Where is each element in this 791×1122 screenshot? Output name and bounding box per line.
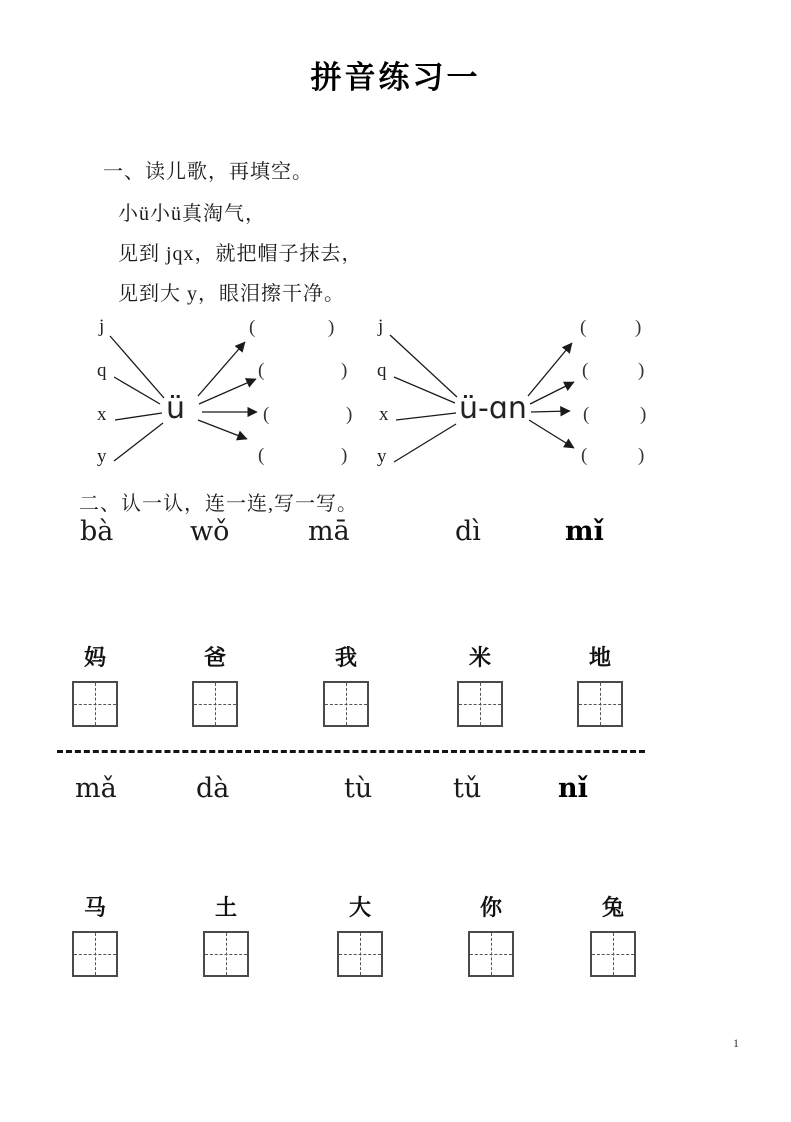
poem-line: 见到大 y，眼泪擦干净。 xyxy=(118,283,345,305)
hanzi-label: 马 xyxy=(83,895,106,920)
answer-blank-open: ( xyxy=(581,445,588,466)
page-title: 拼音练习一 xyxy=(310,60,481,95)
answer-blank-close: ) xyxy=(341,360,348,381)
pinyin-item: bà xyxy=(80,516,114,547)
hanzi-cell xyxy=(457,645,503,671)
answer-blank-open: ( xyxy=(258,445,265,466)
answer-blank-open: ( xyxy=(580,317,587,338)
answer-blank-open: ( xyxy=(249,317,256,338)
writing-grid-box xyxy=(192,681,238,727)
cut-line-divider xyxy=(57,750,645,753)
answer-blank-open: ( xyxy=(582,360,589,381)
writing-grid-box xyxy=(590,931,636,977)
writing-grid-box xyxy=(72,681,118,727)
pinyin-item: dì xyxy=(455,516,481,547)
diagram-letter: j xyxy=(99,316,105,337)
answer-blank-close: ) xyxy=(328,317,335,338)
hanzi-cell xyxy=(72,645,118,671)
answer-blank-close: ) xyxy=(346,404,353,425)
hanzi-cell xyxy=(192,645,238,671)
page-number: 1 xyxy=(733,1036,739,1050)
pinyin-item: dà xyxy=(196,773,230,804)
hanzi-label: 爸 xyxy=(203,645,226,670)
writing-grid-box xyxy=(468,931,514,977)
section-one-heading: 一、读儿歌，再填空。 xyxy=(103,161,313,183)
hanzi-label: 土 xyxy=(214,895,237,920)
diagram-letter: y xyxy=(97,446,107,467)
answer-blank-open: ( xyxy=(263,404,270,425)
answer-blank-close: ) xyxy=(635,317,642,338)
hanzi-label: 地 xyxy=(588,645,611,670)
hanzi-cell xyxy=(72,895,118,921)
answer-blank-open: ( xyxy=(258,360,265,381)
hanzi-cell xyxy=(468,895,514,921)
answer-blank-close: ) xyxy=(638,445,645,466)
hanzi-label: 米 xyxy=(468,645,491,670)
pinyin-item: tù xyxy=(344,773,373,804)
answer-blank-close: ) xyxy=(638,360,645,381)
writing-grid-box xyxy=(457,681,503,727)
pinyin-item: nǐ xyxy=(558,773,588,804)
hanzi-label: 你 xyxy=(479,895,502,920)
section-two-heading: 二、认一认，连一连,写一写。 xyxy=(79,493,358,515)
answer-blank-close: ) xyxy=(640,404,647,425)
writing-grid-box xyxy=(323,681,369,727)
writing-grid-box xyxy=(337,931,383,977)
hanzi-cell xyxy=(203,895,249,921)
diagram-center-vowel: ü xyxy=(166,391,186,426)
diagram-letter: x xyxy=(97,404,107,425)
hanzi-label: 兔 xyxy=(601,895,624,920)
diagram-letter: y xyxy=(377,446,387,467)
diagram-letter: q xyxy=(377,360,387,381)
hanzi-label: 妈 xyxy=(83,645,106,670)
diagram-letter: q xyxy=(97,360,107,381)
diagram-letter: j xyxy=(378,316,384,337)
pinyin-item: wǒ xyxy=(190,516,230,547)
poem-line: 小ü小ü真淘气， xyxy=(118,203,266,225)
hanzi-cell xyxy=(590,895,636,921)
pinyin-item: mā xyxy=(308,516,350,547)
hanzi-label: 我 xyxy=(334,645,357,670)
hanzi-label: 大 xyxy=(348,895,371,920)
hanzi-cell xyxy=(323,645,369,671)
writing-grid-box xyxy=(203,931,249,977)
writing-grid-box xyxy=(577,681,623,727)
diagram-letter: x xyxy=(379,404,389,425)
answer-blank-close: ) xyxy=(341,445,348,466)
hanzi-cell xyxy=(577,645,623,671)
poem-line: 见到 jqx，就把帽子抹去， xyxy=(118,243,363,265)
diagram-center-vowel: ü-ɑn xyxy=(459,391,527,426)
answer-blank-open: ( xyxy=(583,404,590,425)
writing-grid-box xyxy=(72,931,118,977)
pinyin-item: mǎ xyxy=(75,773,117,804)
hanzi-cell xyxy=(337,895,383,921)
pinyin-item: tǔ xyxy=(453,773,482,804)
pinyin-item: mǐ xyxy=(565,516,604,547)
